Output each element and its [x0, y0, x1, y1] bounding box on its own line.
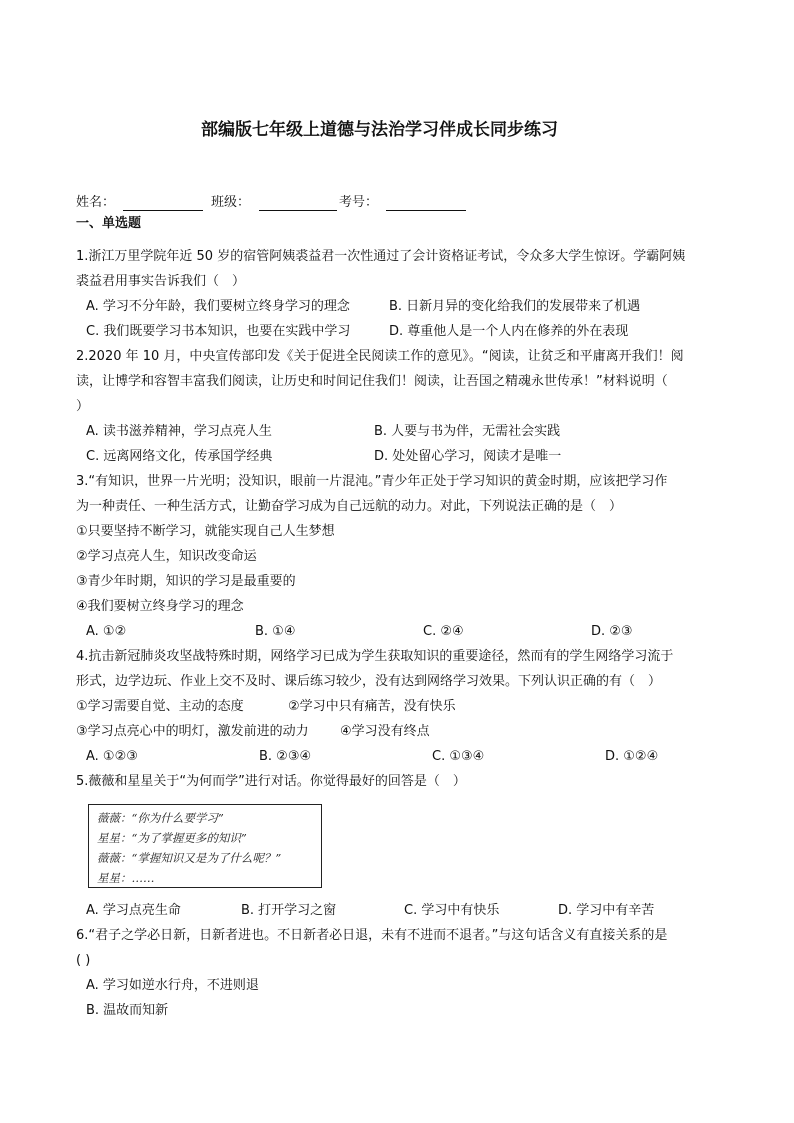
dialog-line-2: 星星：“为了掌握更多的知识” [97, 831, 247, 845]
question-3-option-b[interactable]: B. ①④ [255, 624, 296, 639]
question-6-text-end: ( ) [76, 953, 91, 968]
class-blank[interactable] [259, 197, 337, 211]
question-4-statement-1: ①学习需要自觉、主动的态度 [76, 699, 244, 714]
question-3-statement-3: ③青少年时期，知识的学习是最重要的 [76, 574, 296, 589]
question-3-option-a[interactable]: A. ①② [86, 624, 127, 639]
question-6-text: 6.“君子之学必日新，日新者进也。不日新者必日退，未有不进而不退者。”与这句话含义有直接关系的是 [76, 928, 668, 943]
question-3-statement-4: ④我们要树立终身学习的理念 [76, 599, 244, 614]
question-4-text-cont: 形式，边学边玩、作业上交不及时、课后练习较少，没有达到网络学习效果。下列认识正确的有（ ） [76, 674, 662, 689]
dialog-line-3: 薇薇：“掌握知识又是为了什么呢？” [97, 851, 282, 865]
name-blank[interactable] [123, 197, 203, 211]
dialog-line-1: 薇薇：“你为什么要学习” [97, 811, 224, 825]
question-3-statement-1: ①只要坚持不断学习，就能实现自己人生梦想 [76, 524, 335, 539]
question-4-text: 4.抗击新冠肺炎攻坚战特殊时期，网络学习已成为学生获取知识的重要途径，然而有的学生网络学习流于 [76, 649, 674, 664]
question-3-option-d[interactable]: D. ②③ [591, 624, 633, 639]
question-2-option-a[interactable]: A. 读书滋养精神，学习点亮人生 [86, 424, 272, 439]
question-4-option-b[interactable]: B. ②③④ [259, 749, 312, 764]
question-6-option-b[interactable]: B. 温故而知新 [86, 1003, 169, 1018]
name-label: 姓名： [76, 195, 116, 210]
question-5-option-d[interactable]: D. 学习中有辛苦 [558, 903, 655, 918]
question-1-option-d[interactable]: D. 尊重他人是一个人内在修养的外在表现 [389, 324, 629, 339]
dialog-line-4: 星星：…… [97, 871, 155, 885]
question-4-option-a[interactable]: A. ①②③ [86, 749, 138, 764]
question-4-option-c[interactable]: C. ①③④ [432, 749, 485, 764]
class-label: 班级： [211, 195, 251, 210]
question-5-option-b[interactable]: B. 打开学习之窗 [241, 903, 337, 918]
question-2-option-b[interactable]: B. 人要与书为伴，无需社会实践 [374, 424, 561, 439]
question-4-statement-2: ②学习中只有痛苦，没有快乐 [288, 699, 456, 714]
question-2-text-cont: 读，让博学和容智丰富我们阅读，让历史和时间记住我们！阅读，让吾国之精魂永世传承！”材料说明（ [76, 374, 668, 389]
exam-number-blank[interactable] [386, 197, 466, 211]
question-6-option-a[interactable]: A. 学习如逆水行舟，不进则退 [86, 978, 259, 993]
question-3-text: 3.“有知识，世界一片光明；没知识，眼前一片混沌。”青少年正处于学习知识的黄金时期，应该把学习作 [76, 474, 668, 489]
question-4-statement-4: ④学习没有终点 [340, 724, 430, 739]
question-2-option-d[interactable]: D. 处处留心学习，阅读才是唯一 [374, 449, 562, 464]
question-5-option-c[interactable]: C. 学习中有快乐 [404, 903, 500, 918]
question-2-text: 2.2020 年 10 月，中央宣传部印发《关于促进全民阅读工作的意见》。“阅读，让贫乏和平庸离开我们！阅 [76, 349, 684, 364]
question-2-option-c[interactable]: C. 远离网络文化，传承国学经典 [86, 449, 273, 464]
question-5-option-a[interactable]: A. 学习点亮生命 [86, 903, 181, 918]
question-3-option-c[interactable]: C. ②④ [423, 624, 464, 639]
question-3-statement-2: ②学习点亮人生，知识改变命运 [76, 549, 257, 564]
question-4-statement-3: ③学习点亮心中的明灯，激发前进的动力 [76, 724, 309, 739]
question-1-option-a[interactable]: A. 学习不分年龄，我们要树立终身学习的理念 [86, 299, 350, 314]
exam-number-label: 考号： [339, 195, 379, 210]
page-title: 部编版七年级上道德与法治学习伴成长同步练习 [201, 120, 558, 140]
question-3-text-cont: 为一种责任、一种生活方式，让勤奋学习成为自己远航的动力。对此，下列说法正确的是（ ） [76, 499, 623, 514]
question-4-option-d[interactable]: D. ①②④ [605, 749, 659, 764]
question-5-text: 5.薇薇和星星关于“为何而学”进行对话。你觉得最好的回答是（ ） [76, 774, 466, 789]
question-2-text-end: ） [76, 399, 90, 414]
question-1-text-cont: 裘益君用事实告诉我们（ ） [76, 274, 246, 289]
question-1-option-b[interactable]: B. 日新月异的变化给我们的发展带来了机遇 [389, 299, 641, 314]
question-1-option-c[interactable]: C. 我们既要学习书本知识，也要在实践中学习 [86, 324, 351, 339]
dialog-box [88, 804, 322, 888]
section-heading: 一、单选题 [76, 216, 142, 231]
question-1-text: 1.浙江万里学院年近 50 岁的宿管阿姨裘益君一次性通过了会计资格证考试，令众多大学生惊讶。学霸阿姨 [76, 249, 686, 264]
